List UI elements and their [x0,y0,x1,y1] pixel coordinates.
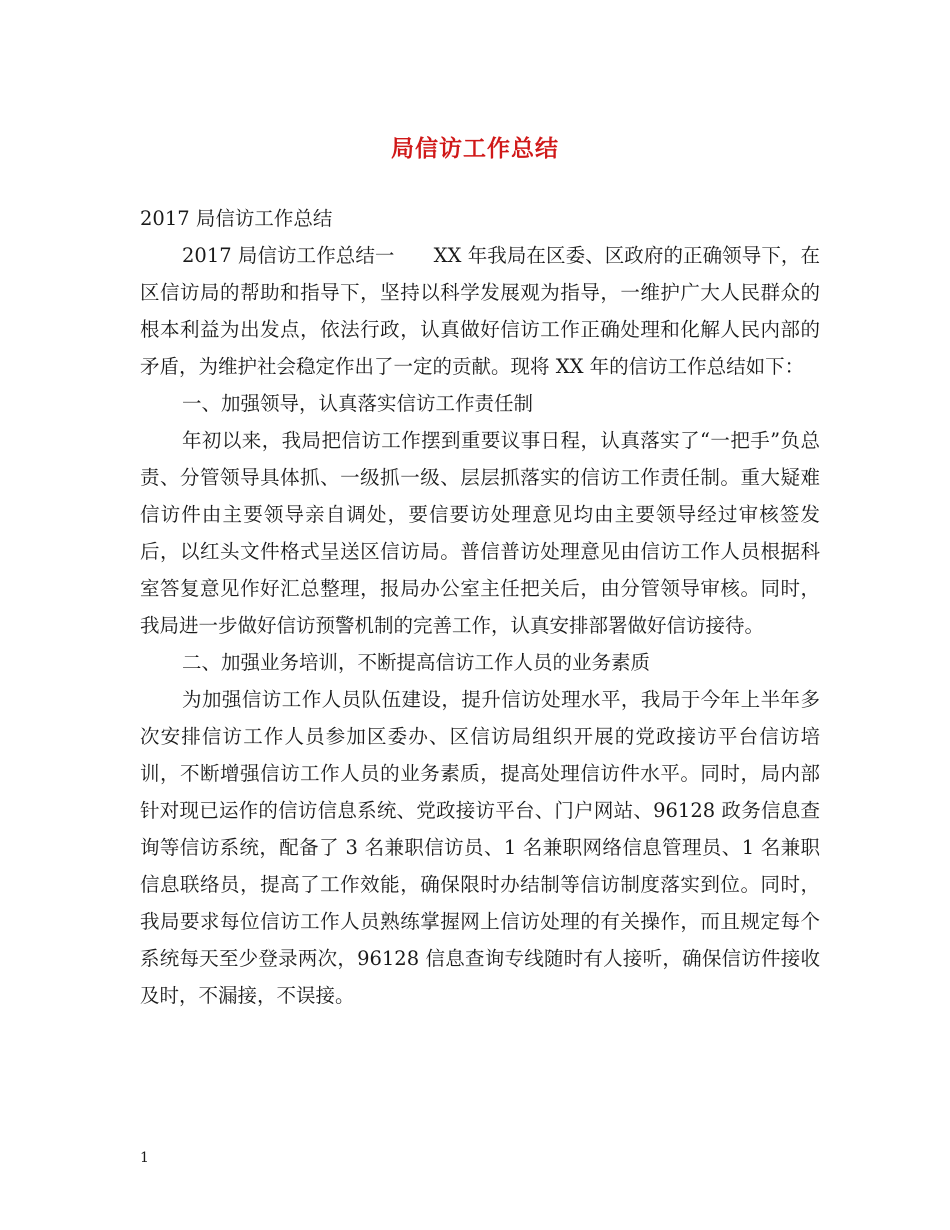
document-subtitle: 2017 局信访工作总结 [140,207,333,230]
section-heading-1: 一、加强领导，认真落实信访工作责任制 [182,392,534,415]
section-heading-2: 二、加强业务培训，不断提高信访工作人员的业务素质 [182,651,651,674]
paragraph-section-2: 为加强信访工作人员队伍建设，提升信访处理水平，我局于今年上半年多次安排信访工作人员参加区委办、区信访局组织开展的党政接访平台信访培训，不断增强信访工作人员的业务素质，提高处理信访件水平。同时，局内部针对现已运作的信访信息系统、党政接访平台、门户网站、96128 政务信息查询等信访系统，配备了 3 名兼职信访员、1 名兼职网络信息管理员、1 名兼职信息联络员，提高了工作效能，确保限时办结制等信访制度落实到位。同时，我局要求每位信访工作人员熟练掌握网上信访处理的有关操作，而且规定每个系统每天至少登录两次，96128 信息查询专线随时有人接听，确保信访件接收及时，不漏接，不误接。 [140,688,820,1007]
paragraph-intro: 2017 局信访工作总结一 XX 年我局在区委、区政府的正确领导下，在区信访局的帮助和指导下，坚持以科学发展观为指导，一维护广大人民群众的根本利益为出发点，依法行政，认真做好信访工作正确处理和化解人民内部的矛盾，为维护社会稳定作出了一定的贡献。现将 XX 年的信访工作总结如下： [140,244,820,378]
paragraph-section-1: 年初以来，我局把信访工作摆到重要议事日程，认真落实了“一把手”负总责、分管领导具体抓、一级抓一级、层层抓落实的信访工作责任制。重大疑难信访件由主要领导亲自调处，要信要访处理意见均由主要领导经过审核签发后，以红头文件格式呈送区信访局。普信普访处理意见由信访工作人员根据科室答复意见作好汇总整理，报局办公室主任把关后，由分管领导审核。同时，我局进一步做好信访预警机制的完善工作，认真安排部署做好信访接待。 [140,429,820,637]
page-number: 1 [140,1150,149,1166]
document-body [140,200,820,1014]
document-title: 局信访工作总结 [391,136,559,162]
